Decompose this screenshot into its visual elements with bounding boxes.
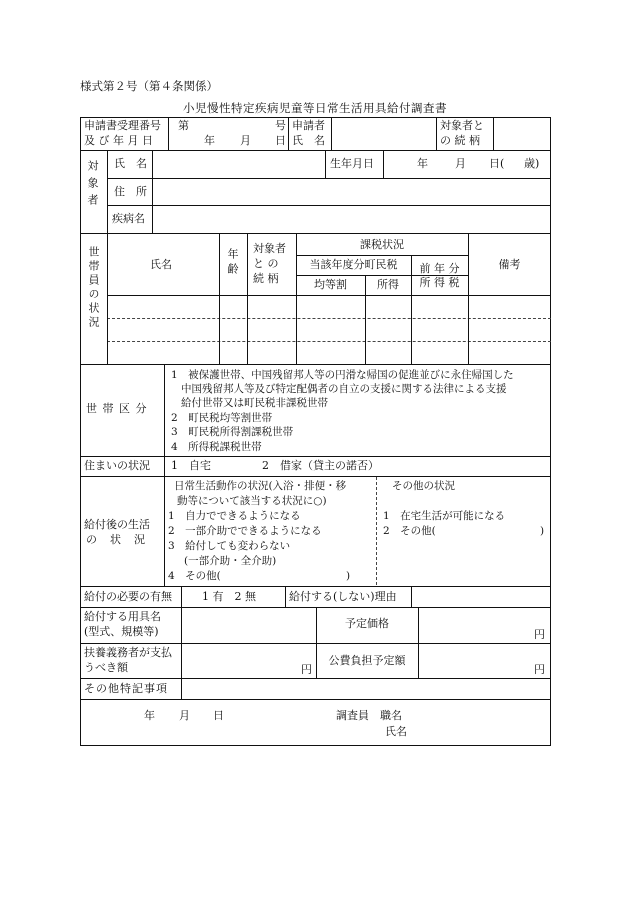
- document-title: 小児慢性特定疾病児童等日常生活用具給付調査書: [183, 101, 447, 115]
- category-line-3: 給付世帯又は町民税非課税世帯: [181, 397, 328, 409]
- relation-label-2: の 続 柄: [440, 134, 480, 147]
- receipt-dai: 第: [178, 119, 189, 132]
- tax-label: 課税状況: [360, 238, 404, 251]
- prev-label-2: 所 得 税: [419, 276, 460, 289]
- income-label: 所得: [377, 278, 399, 291]
- receipt-nen: 年: [204, 134, 215, 147]
- investigator-label: 調査員 職名: [336, 709, 402, 722]
- receipt-label: 申請書受理番号: [84, 119, 161, 132]
- item-label-2: (型式、規模等): [84, 625, 159, 638]
- after-label-1: 給付後の生活: [84, 518, 150, 531]
- disease-label: 疾病名: [112, 212, 145, 225]
- birth-hi: 日(: [489, 157, 505, 170]
- adl-line-3: 1 自力でできるようになる: [168, 510, 301, 522]
- prev-label-1: 前 年 分: [419, 262, 460, 275]
- necessity-options: 1 有 2 無: [202, 590, 256, 603]
- adl-line-6: (一部介助・全介助): [184, 555, 277, 567]
- household-relation-2: と の: [253, 257, 279, 270]
- category-line-2: 中国残留邦人等及び特定配偶者の自立の支援に関する法律による支援: [181, 383, 507, 395]
- adl-line-7: 4 その他(: [168, 570, 221, 582]
- receipt-hi: 日: [275, 134, 286, 147]
- household-age-label: 年齢: [226, 248, 239, 278]
- address-label: 住 所: [114, 185, 147, 198]
- item-label-1: 給付する用具名: [84, 610, 161, 623]
- necessity-label: 給付の必要の有無: [84, 590, 172, 603]
- subject-name-label: 氏 名: [114, 157, 147, 170]
- household-group-label: 世帯員の状況: [87, 246, 100, 330]
- adl-line-5: 3 給付しても変わらない: [168, 540, 291, 552]
- public-label: 公費負担予定額: [328, 654, 406, 667]
- housing-option-2: 2 借家（貸主の諾否）: [262, 459, 379, 472]
- support-yen: 円: [301, 663, 312, 676]
- household-relation-1: 対象者: [253, 242, 286, 255]
- subject-group-label: 対象者: [86, 160, 99, 211]
- category-label: 世 帯 区 分: [86, 402, 148, 415]
- public-yen: 円: [534, 663, 545, 676]
- birth-age: 歳): [524, 157, 540, 170]
- adl-line-4: 2 一部介助でできるようになる: [168, 525, 322, 537]
- support-label-1: 扶養義務者が支払: [84, 646, 172, 659]
- adl-close: ): [346, 570, 351, 582]
- equal-label: 均等割: [314, 278, 347, 291]
- applicant-label: 申請者: [292, 119, 325, 132]
- housing-label: 住まいの状況: [84, 459, 150, 472]
- current-tax-label: 当該年度分町民税: [309, 258, 398, 271]
- household-name-label: 氏名: [150, 258, 172, 271]
- other-status-label: その他の状況: [392, 480, 455, 492]
- applicant-label-2: 氏 名: [292, 134, 325, 147]
- birth-tsuki: 月: [455, 157, 466, 170]
- birth-nen: 年: [417, 157, 428, 170]
- investigator-name-label: 氏名: [385, 725, 407, 738]
- remarks-label: 備考: [498, 258, 521, 271]
- relation-label: 対象者と: [440, 119, 484, 132]
- category-line-4: 2 町民税均等割世帯: [171, 412, 273, 424]
- receipt-tsuki: 月: [240, 134, 251, 147]
- category-line-6: 4 所得税課税世帯: [171, 441, 262, 453]
- footer-tsuki: 月: [179, 709, 190, 722]
- housing-option-1: 1 自宅: [171, 459, 211, 472]
- reason-label: 給付する(しない)理由: [289, 590, 397, 603]
- receipt-gou: 号: [275, 119, 286, 132]
- birth-label: 生年月日: [330, 157, 374, 170]
- form-number: 様式第２号（第４条関係）: [80, 79, 218, 93]
- price-yen: 円: [534, 628, 545, 641]
- category-line-5: 3 町民税所得割課税世帯: [171, 426, 294, 438]
- adl-line-1: 日常生活動作の状況(入浴・排便・移: [174, 480, 347, 492]
- footer-nen: 年: [144, 709, 155, 722]
- other-status-1: 1 在宅生活が可能になる: [383, 510, 506, 522]
- other-status-2: 2 その他(: [383, 525, 436, 537]
- after-label-2: の 状 況: [86, 533, 146, 546]
- other-notes-label: その他特記事項: [84, 682, 168, 695]
- support-label-2: うべき額: [84, 661, 128, 674]
- other-status-close: ): [540, 525, 545, 537]
- price-label: 予定価格: [345, 617, 389, 630]
- household-relation-3: 続 柄: [253, 272, 279, 285]
- category-line-1: 1 被保護世帯、中国残留邦人等の円滑な帰国の促進並びに永住帰国した: [171, 369, 514, 381]
- receipt-label-2: 及 び 年 月 日: [84, 134, 153, 147]
- footer-hi: 日: [213, 709, 224, 722]
- adl-line-2: 動等について該当する状況に○): [177, 495, 327, 507]
